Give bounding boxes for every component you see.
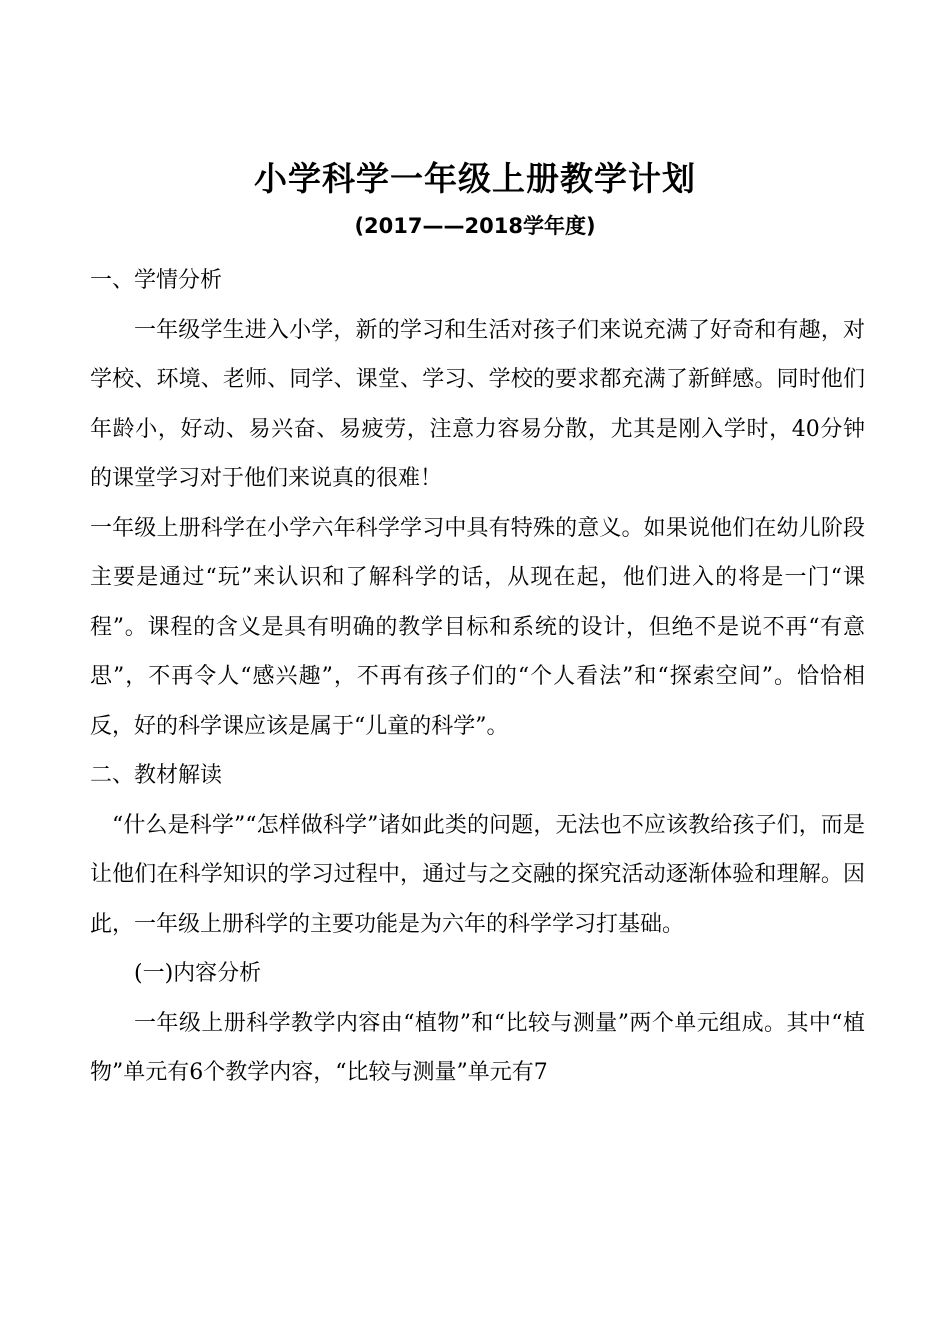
- section-heading-student-analysis: 一、学情分析: [90, 268, 223, 293]
- paragraph-content-analysis: 一年级上册科学教学内容由“植物”和“比较与测量”两个单元组成。其中“植物”单元有6个教学内容，“比较与测量”单元有7: [90, 1010, 865, 1085]
- paragraph-student-analysis: 一年级学生进入小学，新的学习和生活对孩子们来说充满了好奇和有趣，对学校、环境、老师、同学、课堂、学习、学校的要求都充满了新鲜感。同时他们年龄小，好动、易兴奋、易疲劳，注意力容易分散，尤其是刚入学时，40分钟的课堂学习对于他们来说真的很难！: [90, 317, 865, 491]
- document-subtitle: (2017——2018学年度): [354, 214, 596, 238]
- paragraph-textbook: “什么是科学”“怎样做科学”诸如此类的问题，无法也不应该教给孩子们，而是让他们在科学知识的学习过程中，通过与之交融的探究活动逐渐体验和理解。因此，一年级上册科学的主要功能是为六年的科学学习打基础。: [90, 812, 865, 937]
- paragraph-science-significance: 一年级上册科学在小学六年科学学习中具有特殊的意义。如果说他们在幼儿阶段主要是通过“玩”来认识和了解科学的话，从现在起，他们进入的将是一门“课程”。课程的含义是具有明确的教学目标和系统的设计，但绝不是说不再“有意思”，不再令人“感兴趣”，不再有孩子们的“个人看法”和“探索空间”。恰恰相反，好的科学课应该是属于“儿童的科学”。: [90, 515, 865, 739]
- document-title: 小学科学一年级上册教学计划: [254, 159, 696, 198]
- subsection-heading-content: (一)内容分析: [134, 961, 262, 986]
- section-heading-textbook: 二、教材解读: [90, 763, 223, 788]
- document-body: [90, 256, 865, 1098]
